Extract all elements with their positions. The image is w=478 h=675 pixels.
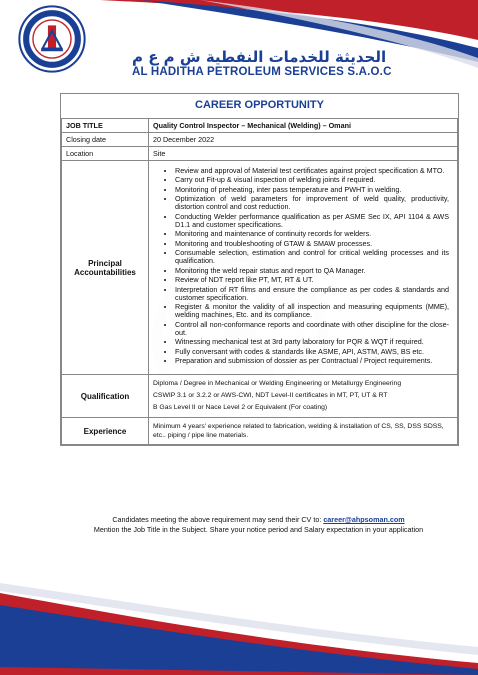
footer-cv-text: Candidates meeting the above requirement may send their CV to:	[112, 515, 324, 524]
experience-label: Experience	[62, 418, 149, 445]
qualification-item: Diploma / Degree in Mechanical or Welding Engineering or Metallurgy Engineering	[153, 380, 402, 388]
list-item: • Control all non-conformance reports and coordinate with other discipline for the close-out.	[175, 321, 449, 337]
company-name-arabic: الحديثة للخدمات النفطية ش م ع م	[132, 48, 387, 66]
closing-date-row	[62, 133, 458, 147]
experience-row	[62, 418, 458, 445]
list-item: • Fully conversant with codes & standards like ASME, API, ASTM, AWS, BS etc.	[175, 348, 449, 356]
list-item: • Interpretation of RT films and ensure the compliance as per codes & standards and customer specification.	[175, 286, 449, 302]
company-seal-icon	[18, 5, 86, 73]
accountabilities-list	[153, 167, 449, 365]
career-email-link[interactable]: career@ahpsoman.com	[323, 515, 405, 524]
list-item: • Review and approval of Material test certificates against project specification & MTO.	[175, 167, 449, 175]
job-details-table	[61, 118, 458, 445]
qualification-row	[62, 375, 458, 418]
card-title: CAREER OPPORTUNITY	[195, 99, 324, 111]
closing-date-label: Closing date	[62, 133, 149, 147]
list-item: • Optimization of weld parameters for improvement of weld quality, productivity, distortion control and cost reduction.	[175, 195, 449, 211]
list-item: • Preparation and submission of dossier as per Contractual / Project requirements.	[175, 357, 449, 365]
closing-date-value: 20 December 2022	[149, 133, 458, 147]
location-row	[62, 147, 458, 161]
qualification-item: B Gas Level II or Nace Level 2 or Equivalent (For coating)	[153, 404, 328, 412]
qualification-item: CSWIP 3.1 or 3.2.2 or AWS-CWI, NDT Level-II certificates in MT, PT, UT & RT	[153, 392, 388, 400]
list-item: • Carry out Fit-up & visual inspection of welding joints if required.	[175, 176, 449, 184]
job-title-value: Quality Control Inspector – Mechanical (Welding) – Omani	[149, 119, 458, 133]
location-value: Site	[149, 147, 458, 161]
company-name-english: AL HADITHA PETROLEUM SERVICES S.A.O.C	[132, 66, 392, 78]
list-item: • Monitoring the weld repair status and report to QA Manager.	[175, 267, 449, 275]
list-item: • Monitoring and troubleshooting of GTAW & SMAW processes.	[175, 240, 449, 248]
experience-value: Minimum 4 years' experience related to fabrication, welding & installation of CS, SS, DSS SDSS, etc.. piping / pipe line materials.	[149, 418, 458, 445]
footer-swoosh	[0, 575, 478, 675]
accountabilities-row	[62, 161, 458, 375]
list-item: • Register & monitor the validity of all inspection and measuring equipments (MME), welding machines, Etc. and its compliance.	[175, 303, 449, 319]
application-instructions	[60, 515, 457, 534]
list-item: • Conducting Welder performance qualification as per ASME Sec IX, API 1104 & AWS D1.1 and customer specifications.	[175, 213, 449, 229]
footer-line-2: Mention the Job Title in the Subject. Share your notice period and Salary expectation in your application	[93, 524, 424, 534]
footer-line-1	[60, 515, 457, 525]
qualification-label: Qualification	[62, 375, 149, 418]
list-item: • Review of NDT report like PT, MT, RT & UT.	[175, 276, 449, 284]
location-label: Location	[62, 147, 149, 161]
list-item: • Monitoring of preheating, inter pass temperature and PWHT in welding.	[175, 186, 449, 194]
job-title-label: JOB TITLE	[62, 119, 149, 133]
list-item: • Monitoring and maintenance of continuity records for welders.	[175, 230, 449, 238]
career-card	[60, 93, 459, 446]
list-item: • Consumable selection, estimation and control for critical welding processes and its qualification.	[175, 249, 449, 265]
job-title-row	[62, 119, 458, 133]
list-item: • Witnessing mechanical test at 3rd party laboratory for PQR & WQT if required.	[175, 338, 449, 346]
accountabilities-label: Principal Accountabilities	[62, 161, 149, 375]
